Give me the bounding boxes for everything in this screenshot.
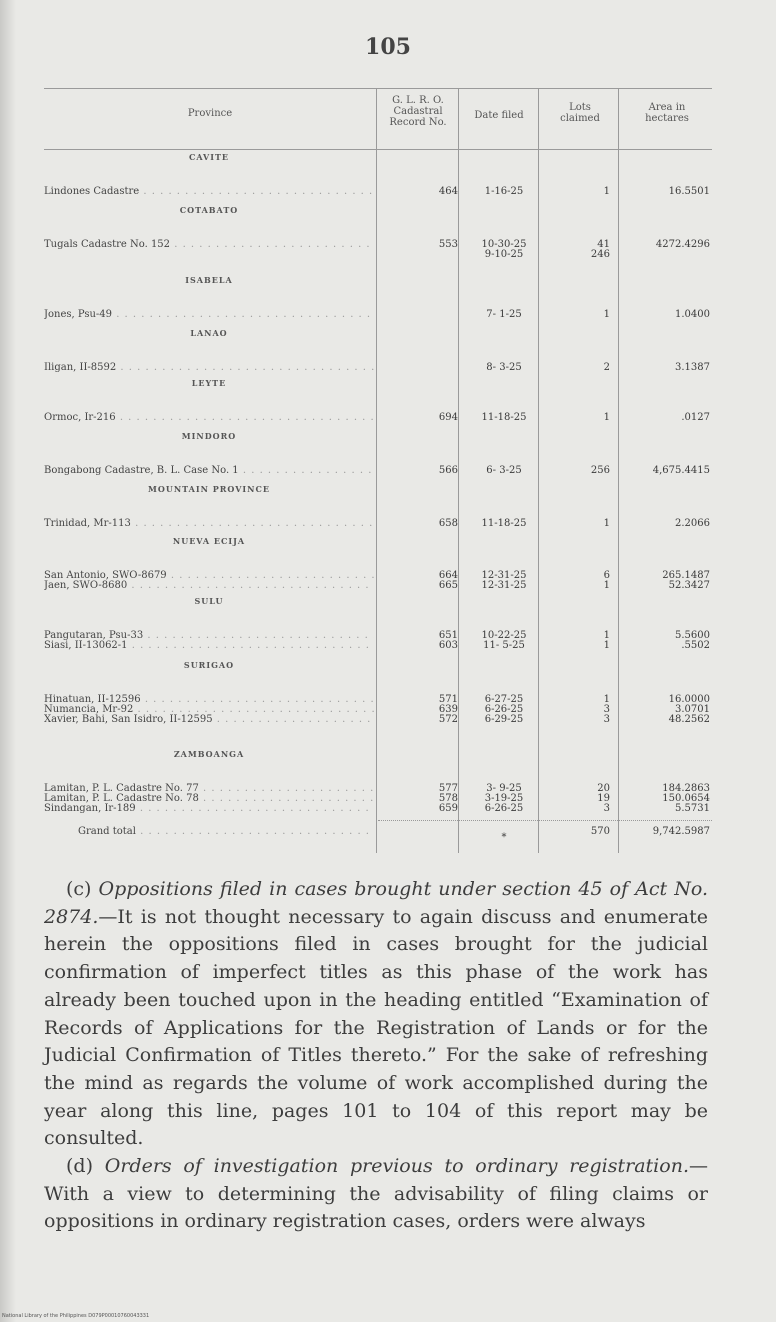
date-filed: 6-27-25 <box>484 694 524 705</box>
date-filed: 1-16-25 <box>484 186 524 197</box>
area-hectares: 184.2863 <box>662 783 710 794</box>
lots-claimed: 256 <box>590 465 610 476</box>
area-hectares: 2.2066 <box>675 518 710 529</box>
province-heading: SULU <box>194 596 224 606</box>
claim-name: Lamitan, P. L. Cadastre No. 78 . . . <box>44 793 374 805</box>
record-no: 659 <box>438 803 458 814</box>
lots-claimed: 20 <box>597 783 610 794</box>
date-filed: 12-31-25 <box>481 570 527 581</box>
area-hectares: 3.1387 <box>675 362 710 373</box>
lots-claimed: 1 <box>603 630 610 641</box>
grand-total-date: * <box>501 832 507 843</box>
paragraph-c-lead: (c) <box>66 878 92 900</box>
library-credit: National Library of the Philippines D079P00010760043331 <box>2 1313 150 1319</box>
area-hectares: 16.0000 <box>668 694 710 705</box>
date-filed: 6-26-25 <box>484 803 524 814</box>
area-hectares: 4,675.4415 <box>652 465 710 476</box>
record-no: 651 <box>438 630 458 641</box>
lots-claimed: 3 <box>603 714 610 725</box>
lots-claimed: 1 <box>603 580 610 591</box>
date-filed: 10-22-25 <box>481 630 527 641</box>
claim-name: Iligan, II-8592 . . . <box>44 362 374 374</box>
table-row <box>44 714 712 726</box>
province-heading: MOUNTAIN PROVINCE <box>148 484 270 494</box>
grand-total-lots: 570 <box>590 826 610 837</box>
table-row <box>44 309 712 321</box>
province-heading: ZAMBOANGA <box>173 749 245 759</box>
date-filed: 6-26-25 <box>484 704 524 715</box>
table-row <box>44 803 712 815</box>
table-row <box>44 412 712 424</box>
header-area: Area in hectares <box>645 102 689 124</box>
lots-claimed: 1 <box>603 694 610 705</box>
lots-claimed: 19 <box>597 793 610 804</box>
area-hectares: 48.2562 <box>668 714 710 725</box>
claim-name: Sindangan, Ir-189 . . . <box>44 803 374 815</box>
province-heading: COTABATO <box>179 205 239 215</box>
claim-name: Lindones Cadastre . . . <box>44 186 374 198</box>
table-row <box>44 580 712 592</box>
lots-claimed: 1 <box>603 518 610 529</box>
paragraph-c-title: Oppositions filed in cases brought under section 45 of Act No. 2874. <box>44 878 708 928</box>
record-no: 566 <box>438 465 458 476</box>
claim-name: San Antonio, SWO-8679 . . . <box>44 570 374 582</box>
record-no: 603 <box>438 640 458 651</box>
paragraph-d-title: Orders of investigation previous to ordinary registration. <box>104 1155 689 1178</box>
record-no: 553 <box>438 239 458 250</box>
record-no: 578 <box>438 793 458 804</box>
record-no: 658 <box>438 518 458 529</box>
area-hectares: .0127 <box>681 412 710 423</box>
page-number: 105 <box>365 34 411 60</box>
claim-name: Xavier, Bahi, San Isidro, II-12595 . . . <box>44 714 374 726</box>
header-date-filed: Date filed <box>474 110 524 121</box>
area-hectares: 5.5731 <box>675 803 710 814</box>
lots-claimed: 6 <box>603 570 610 581</box>
paragraph-c-body: —It is not thought necessary to again discuss and enumerate herein the oppositions filed in cases brought for the judicial confirmation of imperfect titles as this phase of the work has already been touched upon in the heading entitled “Examination of Records of Applications for the Registration of Lands or for the Judicial Confirmation of Titles thereto.” For the sake of refreshing the mind as regards the volume of work accomplished during the year along this line, pages 101 to 104 of this report may be consulted. <box>44 905 708 1150</box>
table-row <box>44 518 712 530</box>
grand-total-area: 9,742.5987 <box>652 826 710 837</box>
area-hectares: 1.0400 <box>675 309 710 320</box>
province-heading: MINDORO <box>181 431 237 441</box>
claim-name: Hinatuan, II-12596 . . . <box>44 694 374 706</box>
date-filed: 10-30-25 <box>481 239 527 250</box>
claim-name: Ormoc, Ir-216 . . . <box>44 412 374 424</box>
claim-name: Trinidad, Mr-113 . . . <box>44 518 374 530</box>
claim-name: Tugals Cadastre No. 152 . . . <box>44 239 374 251</box>
date-filed: 7- 1-25 <box>486 309 522 320</box>
area-hectares: 16.5501 <box>668 186 710 197</box>
record-no: 577 <box>438 783 458 794</box>
grand-total-row <box>44 826 712 843</box>
lots-claimed: 1 <box>603 186 610 197</box>
area-hectares: 52.3427 <box>668 580 710 591</box>
table-row <box>44 249 712 261</box>
record-no: 639 <box>438 704 458 715</box>
date-filed: 3- 9-25 <box>486 783 522 794</box>
claim-name: Jaen, SWO-8680 . . . <box>44 580 374 592</box>
claim-name: Numancia, Mr-92 . . . <box>44 704 374 716</box>
claim-name: Siasi, II-13062-1 . . . <box>44 640 374 652</box>
province-heading: CAVITE <box>189 152 229 162</box>
table-row <box>44 640 712 652</box>
date-filed: 8- 3-25 <box>486 362 522 373</box>
header-bottom-rule <box>44 149 712 150</box>
table-top-rule <box>44 88 712 89</box>
lots-claimed: 3 <box>603 704 610 715</box>
date-filed: 11-18-25 <box>481 412 527 423</box>
area-hectares: 3.0701 <box>675 704 710 715</box>
lots-claimed: 246 <box>590 249 610 260</box>
table-row <box>44 186 712 198</box>
record-no: 571 <box>438 694 458 705</box>
province-heading: SURIGAO <box>183 660 235 670</box>
claim-name: Jones, Psu-49 . . . <box>44 309 374 321</box>
date-filed: 9-10-25 <box>484 249 524 260</box>
claim-name: Pangutaran, Psu-33 . . . <box>44 630 374 642</box>
province-heading: LEYTE <box>191 378 227 388</box>
lots-claimed: 2 <box>603 362 610 373</box>
claim-name: Lamitan, P. L. Cadastre No. 77 . . . <box>44 783 374 795</box>
province-heading: LANAO <box>190 328 228 338</box>
date-filed: 6- 3-25 <box>486 465 522 476</box>
lots-claimed: 1 <box>603 309 610 320</box>
record-no: 464 <box>438 186 458 197</box>
header-province: Province <box>187 108 233 119</box>
header-lots-claimed: Lots claimed <box>560 102 600 124</box>
table-row <box>44 465 712 477</box>
date-filed: 3-19-25 <box>484 793 524 804</box>
paragraph-oppositions <box>44 876 708 1236</box>
date-filed: 11-18-25 <box>481 518 527 529</box>
lots-claimed: 1 <box>603 640 610 651</box>
area-hectares: 5.5600 <box>675 630 710 641</box>
lots-claimed: 3 <box>603 803 610 814</box>
area-hectares: 150.0654 <box>662 793 710 804</box>
table-row <box>44 362 712 374</box>
area-hectares: 265.1487 <box>662 570 710 581</box>
area-hectares: .5502 <box>681 640 710 651</box>
record-no: 572 <box>438 714 458 725</box>
area-hectares: 4272.4296 <box>655 239 710 250</box>
lots-claimed: 1 <box>603 412 610 423</box>
paragraph-d-body: —With a view to determining the advisability of filing claims or oppositions in ordinary registration cases, orders were always <box>44 1155 708 1233</box>
province-heading: ISABELA <box>185 275 233 285</box>
claim-name: Bongabong Cadastre, B. L. Case No. 1 . . . <box>44 465 374 477</box>
cadastral-claims-table <box>44 88 712 853</box>
record-no: 665 <box>438 580 458 591</box>
lots-claimed: 41 <box>597 239 610 250</box>
total-rule <box>378 820 712 821</box>
grand-total-label: Grand total . . . <box>44 826 374 838</box>
date-filed: 11- 5-25 <box>483 640 525 651</box>
page-spine-shadow <box>0 0 16 1322</box>
paragraph-d-lead: (d) <box>66 1155 93 1178</box>
province-heading: NUEVA ECIJA <box>172 536 246 546</box>
date-filed: 6-29-25 <box>484 714 524 725</box>
date-filed: 12-31-25 <box>481 580 527 591</box>
record-no: 664 <box>438 570 458 581</box>
header-record-no: G. L. R. O. Cadastral Record No. <box>389 95 447 128</box>
record-no: 694 <box>438 412 458 423</box>
